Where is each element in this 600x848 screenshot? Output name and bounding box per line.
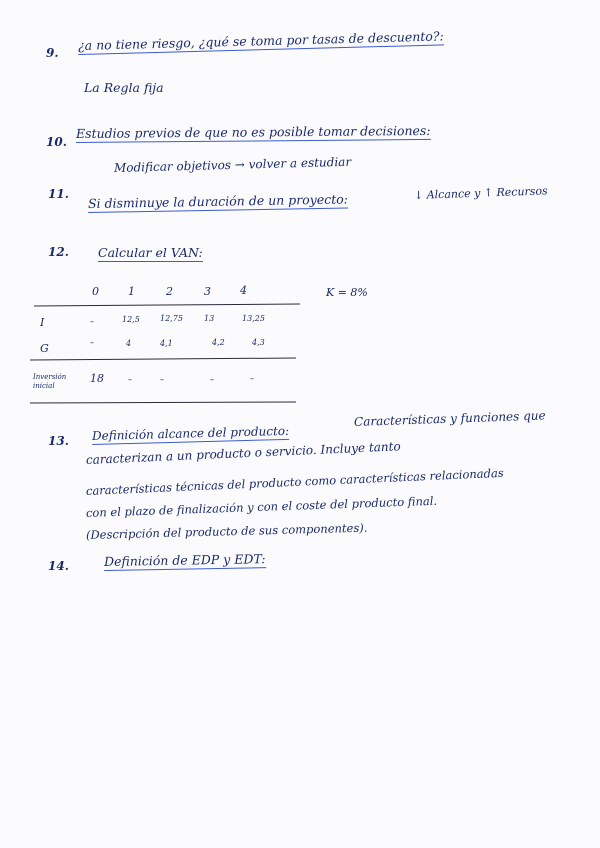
table-cell: – xyxy=(250,374,254,383)
table-row-label-i: I xyxy=(40,316,45,329)
table-cell: – xyxy=(128,375,132,384)
table-cell: 4,3 xyxy=(252,338,265,347)
table-cell: 4,2 xyxy=(212,338,225,347)
table-cell: 4 xyxy=(126,339,132,348)
table-cell: 13,25 xyxy=(242,314,265,323)
q13-answer-line: características técnicas del producto como características relacionadas xyxy=(85,465,504,498)
q9-number: 9. xyxy=(46,46,59,60)
q12-number: 12. xyxy=(48,245,69,259)
table-col-0: 0 xyxy=(92,285,99,298)
table-cell: 13 xyxy=(204,314,215,323)
q13-question-text: Definición alcance del producto: xyxy=(91,423,290,443)
q13-number: 13. xyxy=(48,434,69,448)
table-col-1: 1 xyxy=(128,285,135,298)
q14-question-text: Definición de EDP y EDT: xyxy=(103,551,266,569)
table-rule-top xyxy=(34,304,300,306)
q11-answer: ↓ Alcance y ↑ Recursos xyxy=(413,184,548,202)
q11-number: 11. xyxy=(48,187,69,201)
table-cell: 12,5 xyxy=(122,315,140,324)
table-rule-middle xyxy=(30,358,296,360)
table-cell: 18 xyxy=(90,372,104,385)
table-col-2: 2 xyxy=(166,285,173,298)
q12-k-label: K = 8% xyxy=(326,286,368,299)
table-col-3: 3 xyxy=(204,285,211,298)
q10-number: 10. xyxy=(46,135,67,149)
q10-question-text: Estudios previos de que no es posible tomar decisiones: xyxy=(75,122,431,141)
q11-question-text: Si disminuye la duración de un proyecto: xyxy=(87,191,349,211)
table-cell: 4,1 xyxy=(160,339,173,348)
q9-question-text: ¿a no tiene riesgo, ¿qué se toma por tasas de descuento?: xyxy=(77,28,444,53)
table-col-4: 4 xyxy=(240,284,247,297)
table-row-label-g: G xyxy=(40,342,49,355)
table-rule-bottom xyxy=(30,402,296,403)
q10-answer: Modificar objetivos → volver a estudiar xyxy=(113,154,352,175)
q14-number: 14. xyxy=(48,559,69,573)
q12-question-text: Calcular el VAN: xyxy=(98,245,203,260)
table-cell: 12,75 xyxy=(160,314,183,323)
q13-answer-line: Características y funciones que xyxy=(353,408,546,429)
q13-answer-line: con el plazo de finalización y con el coste del producto final. xyxy=(85,493,438,520)
table-row-label-inversion: Inversión inicial xyxy=(33,373,67,391)
q13-answer-line: caracterizan a un producto o servicio. Incluye tanto xyxy=(85,439,401,467)
table-cell: – xyxy=(90,338,94,347)
table-cell: – xyxy=(210,375,214,384)
table-cell: – xyxy=(90,317,94,326)
q13-answer-line: (Descripción del producto de sus componentes). xyxy=(85,520,368,542)
table-cell: – xyxy=(160,375,164,384)
q9-answer: La Regla fija xyxy=(84,80,164,95)
